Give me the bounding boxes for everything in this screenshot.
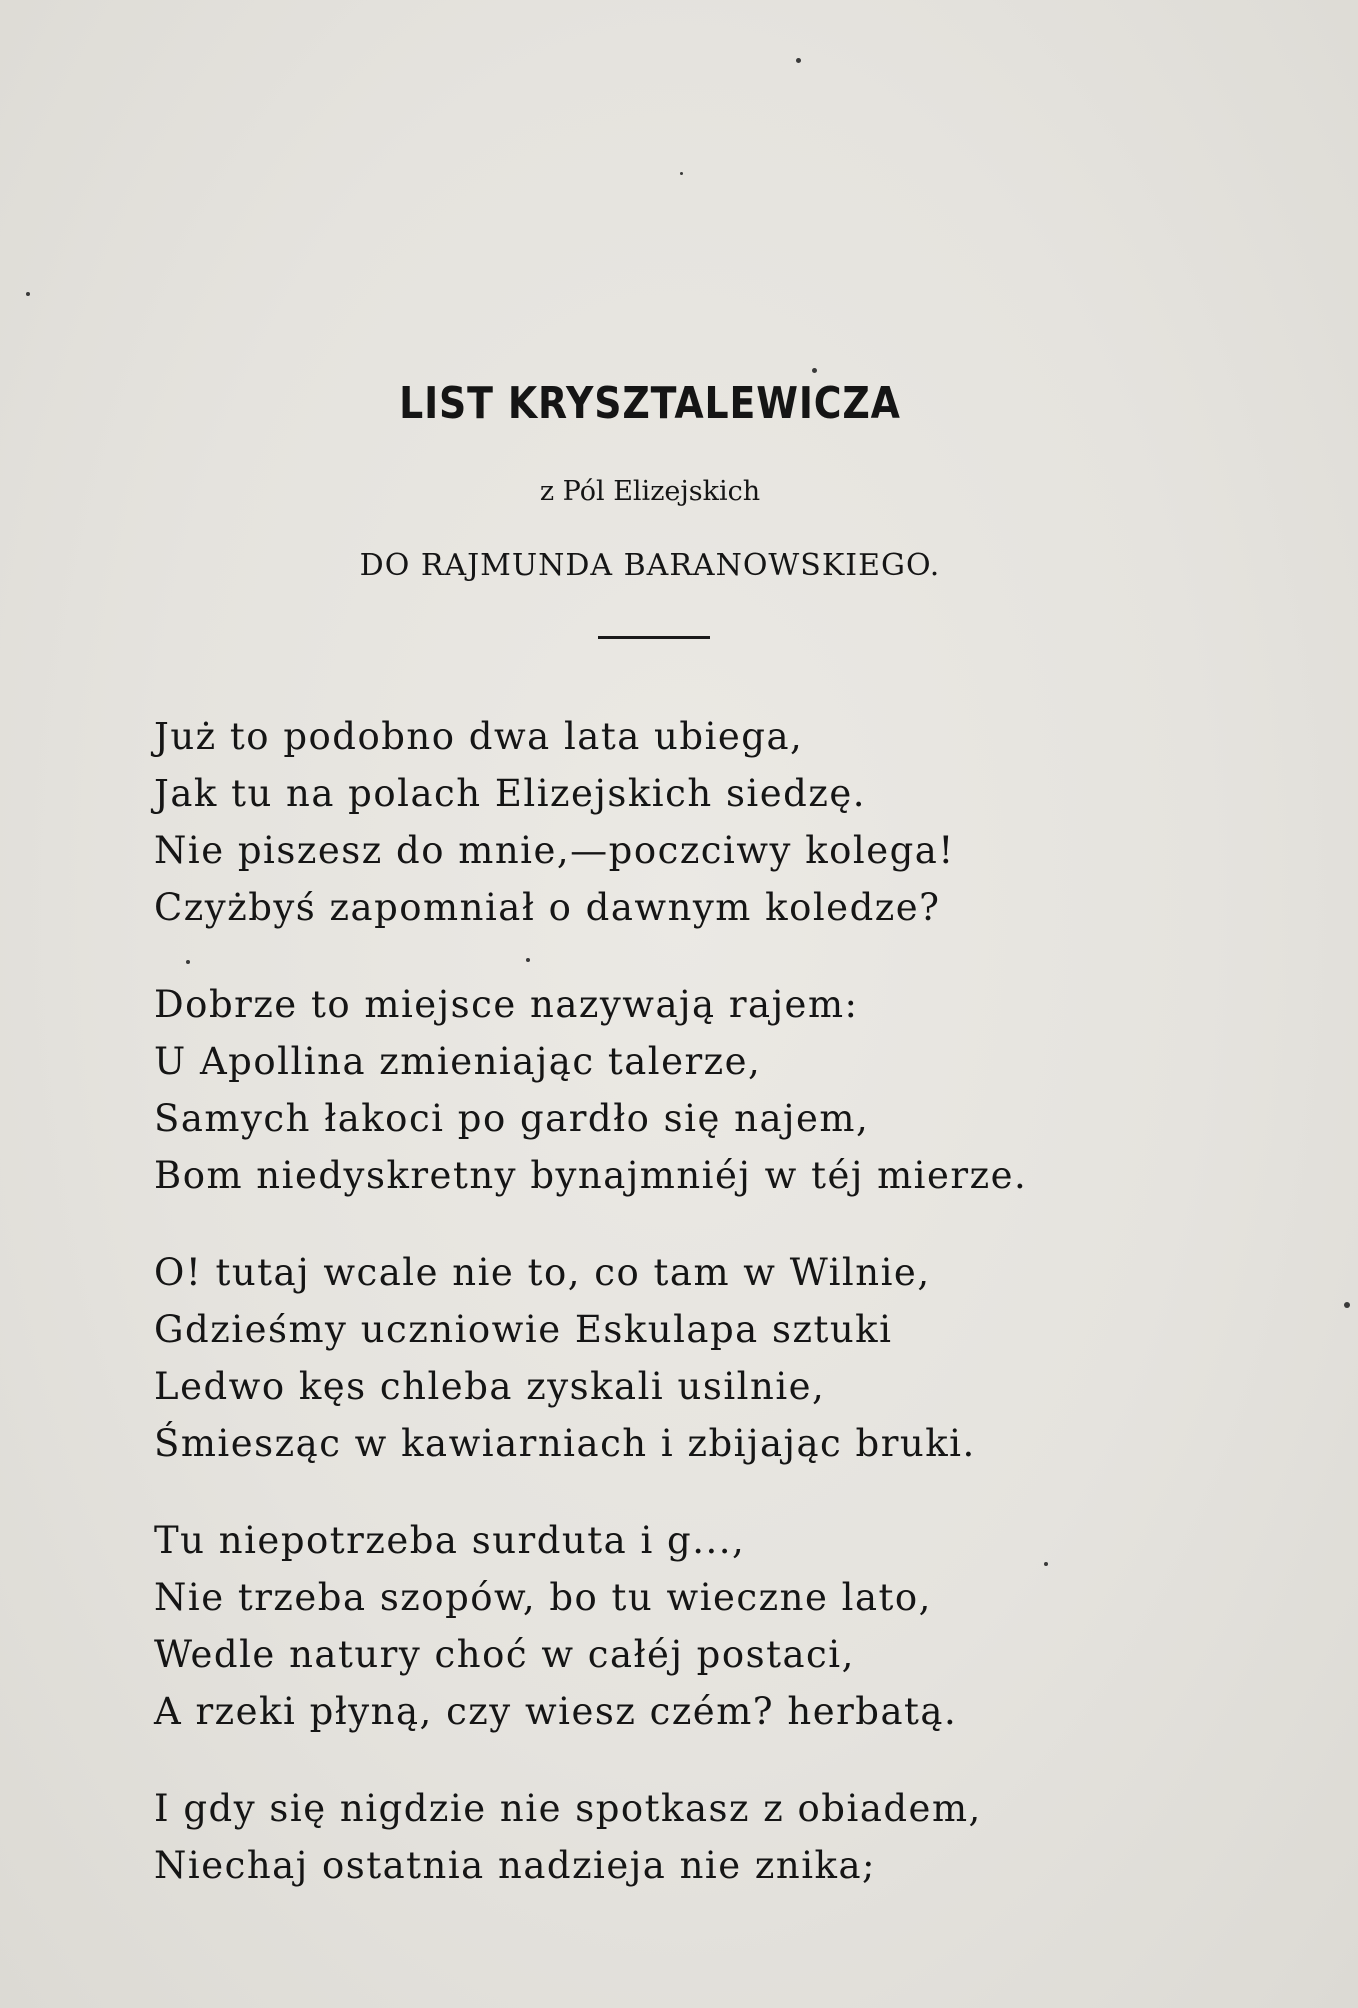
verse-line: Gdzieśmy uczniowie Eskulapa sztuki xyxy=(154,1308,893,1351)
verse-line: Dobrze to miejsce nazywają rajem: xyxy=(154,983,859,1026)
poem-subtitle: z Pól Elizejskich xyxy=(539,476,761,507)
verse-line: A rzeki płyną, czy wiesz czém? herbatą. xyxy=(154,1690,958,1733)
verse-line: O! tutaj wcale nie to, co tam w Wilnie, xyxy=(154,1251,931,1294)
verse-line: Śmiesząc w kawiarniach i zbijając bruki. xyxy=(154,1422,976,1465)
verse-line: Jak tu na polach Elizejskich siedzę. xyxy=(154,772,866,815)
verse-line: Bom niedyskretny bynajmniéj w téj mierze. xyxy=(154,1154,1028,1197)
verse-line: U Apollina zmieniając talerze, xyxy=(154,1040,762,1083)
verse-line: Tu niepotrzeba surduta i g..., xyxy=(154,1519,746,1562)
poem-body xyxy=(154,708,1214,1934)
verse-line: Samych łakoci po gardło się najem, xyxy=(154,1097,870,1140)
print-speck xyxy=(680,172,683,175)
verse-line: Czyżbyś zapomniał o dawnym koledze? xyxy=(154,886,941,929)
stanza-5 xyxy=(154,1780,1214,1894)
verse-line: Nie trzeba szopów, bo tu wieczne lato, xyxy=(154,1576,932,1619)
stanza-3 xyxy=(154,1244,1214,1472)
stanza-4 xyxy=(154,1512,1214,1740)
print-speck xyxy=(796,58,801,63)
verse-line: Niechaj ostatnia nadzieja nie znika; xyxy=(154,1844,877,1887)
verse-line: Ledwo kęs chleba zyskali usilnie, xyxy=(154,1365,826,1408)
print-speck xyxy=(812,368,817,373)
poem-addressee: DO RAJMUNDA BARANOWSKIEGO. xyxy=(359,548,941,583)
print-speck xyxy=(26,292,30,296)
verse-line: Już to podobno dwa lata ubiega, xyxy=(154,715,804,758)
print-speck xyxy=(1344,1302,1350,1308)
stanza-2 xyxy=(154,976,1214,1204)
verse-line: Nie piszesz do mnie,—poczciwy kolega! xyxy=(154,829,955,872)
poem-title: LIST KRYSZTALEWICZA xyxy=(399,378,901,429)
verse-line: I gdy się nigdzie nie spotkasz z obiadem, xyxy=(154,1787,982,1830)
title-divider xyxy=(598,636,710,639)
verse-line: Wedle natury choć w całéj postaci, xyxy=(154,1633,855,1676)
stanza-1 xyxy=(154,708,1214,936)
